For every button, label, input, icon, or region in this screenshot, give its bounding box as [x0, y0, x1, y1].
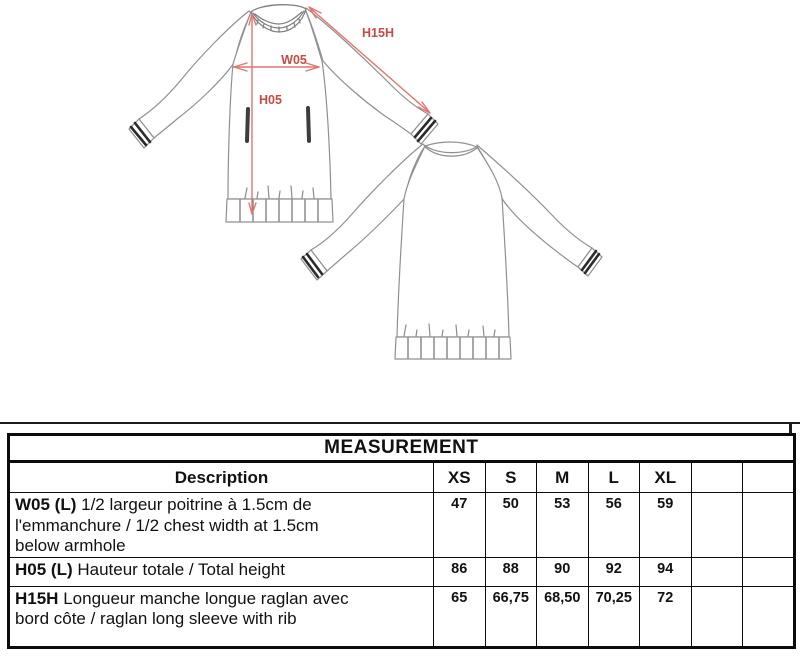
- column-header-empty-1: [691, 462, 743, 493]
- measure-code: H05 (L): [15, 559, 73, 579]
- value-xl: 72: [640, 586, 692, 647]
- value-l: 70,25: [588, 586, 640, 647]
- back-view-drawing: [301, 142, 602, 359]
- value-s: 88: [485, 557, 537, 586]
- value-s: 50: [485, 493, 537, 558]
- separator-line: [0, 422, 800, 424]
- table-row: [9, 586, 795, 647]
- value-m: 90: [537, 557, 589, 586]
- measure-code: W05 (L): [15, 495, 77, 514]
- table-row: [9, 493, 795, 558]
- row-description: H05 (L) Hauteur totale / Total height: [9, 557, 434, 586]
- measurement-table: [7, 433, 796, 649]
- value-l: 92: [588, 557, 640, 586]
- column-header-empty-2: [743, 462, 795, 493]
- value-empty-2: [743, 493, 795, 558]
- back-hem-rib: [395, 337, 511, 359]
- column-header-xs: XS: [434, 462, 486, 493]
- value-empty-1: [691, 586, 743, 647]
- front-hem-rib: [226, 199, 333, 222]
- value-l: 56: [588, 493, 640, 558]
- value-empty-2: [743, 586, 795, 647]
- value-xl: 94: [640, 557, 692, 586]
- value-m: 68,50: [537, 586, 589, 647]
- table-title: MEASUREMENT: [9, 435, 795, 462]
- value-xs: 65: [434, 586, 486, 647]
- value-xl: 59: [640, 493, 692, 558]
- value-s: 66,75: [485, 586, 537, 647]
- value-empty-2: [743, 557, 795, 586]
- row-description: H15H Longueur manche longue raglan avec bord côte / raglan long sleeve with rib: [9, 586, 434, 647]
- row-description: W05 (L) 1/2 largeur poitrine à 1.5cm de l'emmanchure / 1/2 chest width at 1.5cm below armhole: [9, 493, 434, 558]
- value-xs: 86: [434, 557, 486, 586]
- column-header-l: L: [588, 462, 640, 493]
- total-height-label: H05: [259, 93, 282, 107]
- column-header-s: S: [485, 462, 537, 493]
- value-xs: 47: [434, 493, 486, 558]
- value-empty-1: [691, 493, 743, 558]
- sleeve-length-label: H15H: [362, 26, 394, 40]
- column-header-xl: XL: [640, 462, 692, 493]
- chest-width-label: W05: [281, 53, 307, 67]
- column-header-m: M: [537, 462, 589, 493]
- column-header-description: Description: [9, 462, 434, 493]
- value-m: 53: [537, 493, 589, 558]
- value-empty-1: [691, 557, 743, 586]
- measure-code: H15H: [15, 588, 59, 608]
- table-row: [9, 557, 795, 586]
